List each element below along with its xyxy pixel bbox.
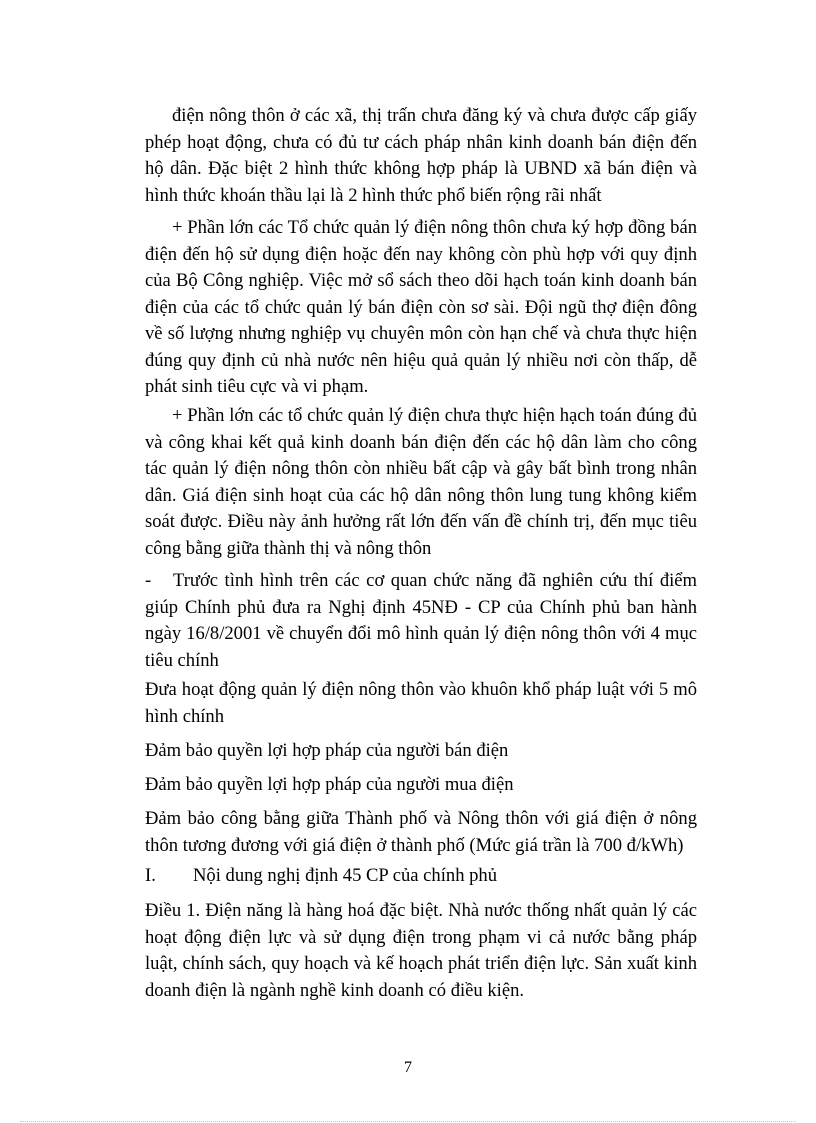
section-number: I. bbox=[145, 865, 156, 886]
article-1: Điều 1. Điện năng là hàng hoá đặc biệt. Nhà nước thống nhất quản lý các hoạt động điện lực và sử dụng điện trong phạm vi cả nước bằng pháp luật, chính sách, quy hoạch và kế hoạch phát triển điện lực. Sản xuất kinh doanh điện là ngành nghề kinh doanh có điều kiện. bbox=[145, 900, 697, 1001]
goal-item: Đảm bảo quyền lợi hợp pháp của người bán điện bbox=[145, 740, 509, 761]
paragraph-continuation: điện nông thôn ở các xã, thị trấn chưa đăng ký và chưa được cấp giấy phép hoạt động, chưa có đủ tư cách pháp nhân kinh doanh bán điện đến hộ dân. Đặc biệt 2 hình thức không hợp pháp là UBND xã bán điện và hình thức khoán thầu lại là 2 hình thức phổ biến rộng rãi nhất bbox=[145, 105, 697, 206]
decree-intro-text: Trước tình hình trên các cơ quan chức năng đã nghiên cứu thí điểm giúp Chính phủ đưa ra Nghị định 45NĐ - CP của Chính phủ ban hành ngày 16/8/2001 về chuyển đổi mô hình quản lý điện nông thôn với 4 mục tiêu chính bbox=[145, 570, 697, 671]
paragraph-contracts: + Phần lớn các Tổ chức quản lý điện nông thôn chưa ký hợp đồng bán điện đến hộ sử dụng điện hoặc đến nay không còn phù hợp với quy định của Bộ Công nghiệp. Việc mở sổ sách theo dõi hạch toán kinh doanh bán điện của các tổ chức quản lý bán điện còn sơ sài. Đội ngũ thợ điện đông về số lượng nhưng nghiệp vụ chuyên môn còn hạn chế và chưa thực hiện đúng quy định củ nhà nước nên hiệu quả quản lý nhiều nơi còn thấp, dễ phát sinh tiêu cực và vi phạm. bbox=[145, 217, 697, 397]
section-heading bbox=[145, 863, 697, 890]
page-number: 7 bbox=[404, 1059, 412, 1076]
paragraph-decree-intro bbox=[145, 568, 697, 674]
footer-divider bbox=[20, 1121, 796, 1122]
dash-marker: - bbox=[145, 570, 152, 591]
goal-item: Đảm bảo quyền lợi hợp pháp của người mua điện bbox=[145, 774, 514, 795]
section-title: Nội dung nghị định 45 CP của chính phủ bbox=[193, 865, 498, 886]
goal-item: Đảm bảo công bằng giữa Thành phố và Nông thôn với giá điện ở nông thôn tương đương với giá điện ở thành phố (Mức giá trần là 700 đ/kWh) bbox=[145, 808, 697, 856]
goal-item: Đưa hoạt động quản lý điện nông thôn vào khuôn khổ pháp luật với 5 mô hình chính bbox=[145, 679, 697, 727]
paragraph-accounting: + Phần lớn các tổ chức quản lý điện chưa thực hiện hạch toán đúng đủ và công khai kết quả kinh doanh bán điện đến các hộ dân làm cho công tác quản lý điện nông thôn còn nhiều bất cập và gây bất bình trong nhân dân. Giá điện sinh hoạt của các hộ dân nông thôn lung tung không kiểm soát được. Điều này ảnh hưởng rất lớn đến vấn đề chính trị, đến mục tiêu công bằng giữa thành thị và nông thôn bbox=[145, 405, 697, 559]
